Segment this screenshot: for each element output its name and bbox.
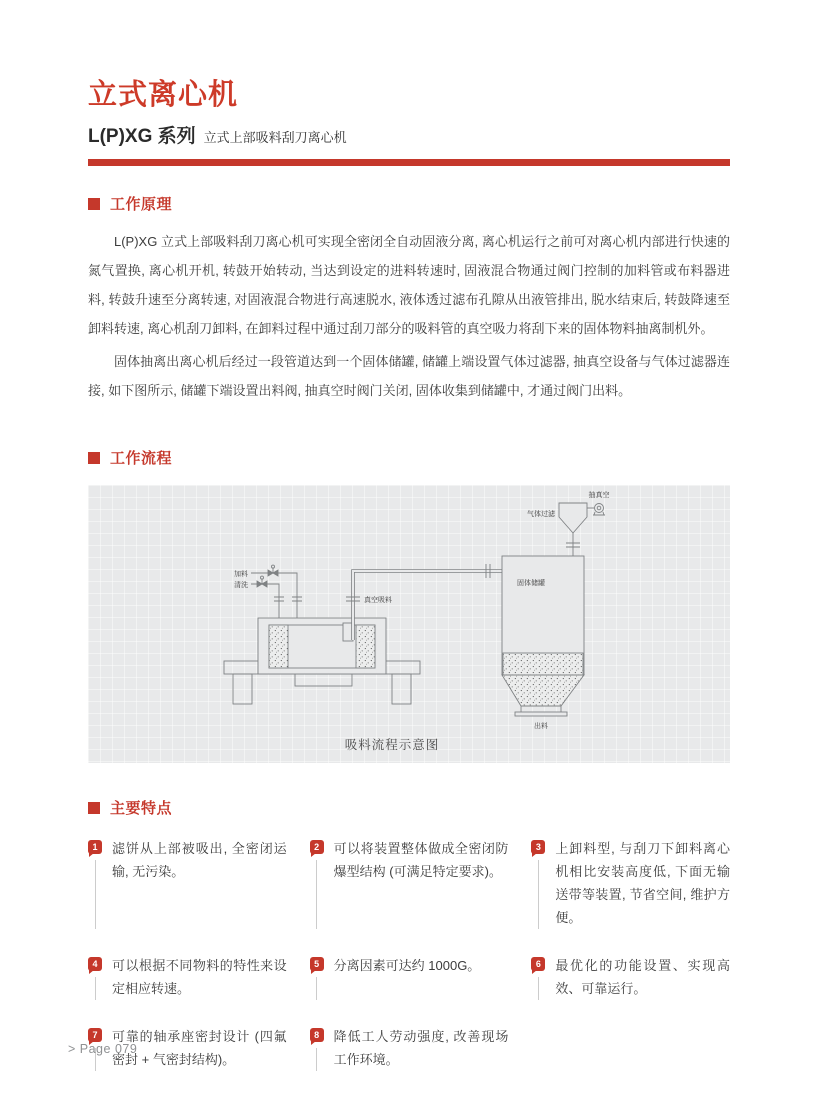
suction-flow-diagram	[88, 485, 730, 763]
feature-number-badge: 1	[88, 840, 102, 854]
features-heading-label: 主要特点	[110, 800, 173, 817]
page-number-footer: > Page 079	[68, 1042, 138, 1056]
feature-item-4	[88, 954, 287, 1000]
feature-number-badge: 6	[531, 957, 545, 971]
feature-text: 滤饼从上部被吸出, 全密闭运输, 无污染。	[112, 841, 287, 879]
page-content	[88, 0, 730, 1071]
principle-paragraph-1: L(P)XG 立式上部吸料刮刀离心机可实现全密闭全自动固液分离, 离心机运行之前可对离心机内部进行快速的氮气置换, 离心机开机, 转鼓开始转动, 当达到设定的进料转速时, 固液混合物通过阀门控制的加料管或布料器进料, 转鼓升速至分离转速, 对固液混合物进行高速脱水, 液体透过滤布孔隙从出液管排出, 脱水结束后, 转鼓降速至卸料转速, 离心机刮刀卸料, 在卸料过程中通过刮刀部分的吸料管的真空吸力将刮下来的固体物料抽离制机外。	[88, 234, 730, 336]
section-main-features	[88, 797, 730, 1071]
feature-number-badge: 3	[531, 840, 545, 854]
features-heading	[88, 797, 730, 818]
wash-label: 清洗	[234, 582, 248, 589]
hopper-neck	[521, 706, 561, 712]
diagram-caption: 吸料流程示意图	[344, 738, 440, 752]
feature-rail	[531, 840, 545, 929]
feed-label: 加料	[234, 571, 248, 578]
feature-divider-line	[316, 1048, 317, 1071]
tank-solids-band	[503, 653, 583, 675]
feature-divider-line	[316, 977, 317, 1000]
feature-text: 可以将装置整体做成全密闭防爆型结构 (可满足特定要求)。	[333, 841, 509, 879]
feature-item-5	[310, 954, 509, 1000]
feature-item-1	[88, 837, 287, 929]
feature-divider-line	[316, 860, 317, 929]
feature-divider-line	[538, 977, 539, 1000]
feature-rail	[531, 957, 545, 1000]
feature-number-badge: 2	[310, 840, 324, 854]
feature-text: 降低工人劳动强度, 改善现场工作环境。	[333, 1029, 509, 1067]
feature-rail	[310, 957, 324, 1000]
bowl-cake-right	[356, 625, 375, 668]
wash-valve-icon	[257, 576, 267, 587]
series-name: L(P)XG 系列	[88, 126, 196, 147]
vacuum-pump-icon	[593, 504, 605, 516]
red-divider-rule	[88, 159, 730, 166]
feature-text: 可以根据不同物料的特性来设定相应转速。	[112, 958, 287, 996]
feature-divider-line	[538, 860, 539, 929]
vacuum-pump-label: 抽真空	[588, 492, 610, 499]
flow-schematic-svg	[88, 485, 730, 763]
flow-heading-label: 工作流程	[110, 450, 173, 467]
principle-heading	[88, 193, 730, 214]
feature-text: 可靠的轴承座密封设计 (四氟密封 + 气密封结构)。	[112, 1029, 287, 1067]
feature-number-badge: 4	[88, 957, 102, 971]
feature-item-8	[310, 1025, 509, 1071]
features-grid	[88, 837, 730, 1071]
discharge-label: 出料	[534, 723, 548, 730]
tank-hopper-cone	[502, 675, 584, 706]
feed-pipe	[251, 573, 297, 618]
feature-rail	[310, 840, 324, 929]
feature-item-3	[531, 837, 730, 929]
feature-item-6	[531, 954, 730, 1000]
feature-divider-line	[95, 860, 96, 929]
feed-valve-icon	[268, 565, 278, 576]
discharge-flange-plate	[515, 712, 567, 716]
feature-rail	[310, 1028, 324, 1071]
bowl-cake-left	[269, 625, 288, 668]
gas-filter-funnel	[559, 503, 587, 533]
gas-filter-label: 气体过滤	[527, 511, 555, 518]
feature-text: 最优化的功能设置、实现高效、可靠运行。	[555, 958, 730, 996]
red-square-bullet-icon	[88, 452, 100, 464]
centrifuge-motor-block	[295, 674, 352, 686]
solid-tank-label: 固体储罐	[517, 580, 545, 587]
feature-divider-line	[95, 977, 96, 1000]
feature-text: 分离因素可达约 1000G。	[333, 958, 481, 973]
flow-heading	[88, 447, 730, 468]
feature-number-badge: 8	[310, 1028, 324, 1042]
principle-paragraph-2: 固体抽离出离心机后经过一段管道达到一个固体储罐, 储罐上端设置气体过滤器, 抽真空设备与气体过滤器连接, 如下图所示, 储罐下端设置出料阀, 抽真空时阀门关闭, 固体收集到储罐中, 才通过阀门出料。	[88, 354, 730, 398]
feature-rail	[88, 957, 102, 1000]
section-work-flow	[88, 447, 730, 763]
section-working-principle	[88, 193, 730, 405]
principle-heading-label: 工作原理	[110, 196, 173, 213]
series-description: 立式上部吸料刮刀离心机	[203, 130, 347, 145]
centrifuge-left-leg	[233, 674, 252, 704]
centrifuge-right-leg	[392, 674, 411, 704]
feature-text: 上卸料型, 与刮刀下卸料离心机相比安装高度低, 下面无输送带等装置, 节省空间, 维护方便。	[555, 841, 730, 925]
red-square-bullet-icon	[88, 802, 100, 814]
feature-rail	[88, 840, 102, 929]
feature-item-2	[310, 837, 509, 929]
vacuum-suction-label: 真空吸料	[364, 597, 392, 604]
page-title: 立式离心机	[88, 79, 239, 111]
feature-number-badge: 7	[88, 1028, 102, 1042]
red-square-bullet-icon	[88, 198, 100, 210]
series-subtitle	[88, 121, 730, 148]
feature-number-badge: 5	[310, 957, 324, 971]
